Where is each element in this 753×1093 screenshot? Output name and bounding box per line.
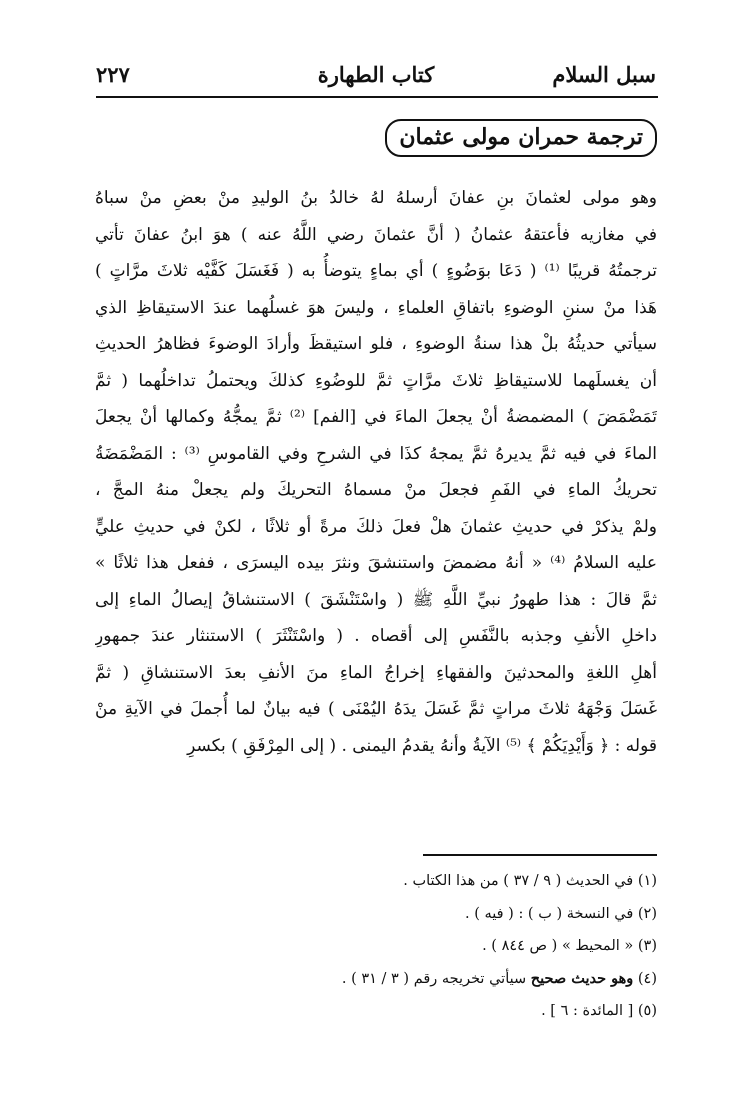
body-line: أهلِ اللغةِ والمحدثينَ والفقهاءِ إخراجُ الماءِ منَ الأنفِ بعدَ الاستنشاقِ ( ثمَّ: [95, 662, 657, 683]
footnote-text: في الحديث ( ٩ / ٣٧ ) من هذا الكتاب .: [403, 873, 634, 889]
footnotes: [95, 868, 657, 1031]
footnote-text: [ المائدة : ٦ ] .: [541, 1003, 634, 1019]
body-line: ولمْ يذكرْ في حديثِ عثمانَ هلْ فعلَ ذلكَ مرةً أو ثلاثًا ، لكنْ في حديثِ عليٍّ: [95, 516, 657, 537]
footnote: [95, 868, 657, 901]
footnote: [95, 998, 657, 1031]
footnote: [95, 933, 657, 966]
body-line: في مغازيه فأعتقهُ عثمانُ ( أنَّ عثمانَ رضي اللَّهُ عنه ) هوَ ابنُ عفانَ تأتي: [95, 224, 657, 245]
body-text: [95, 180, 657, 764]
footnote-text: « المحيط » ( ص ٨٤٤ ) .: [482, 938, 634, 954]
body-line: تَمَضْمَضَ ) المضمضةُ أنْ يجعلَ الماءَ في [الفم] ⁽²⁾ ثمَّ يمجُّهُ وكمالها أنْ يجعلَ: [95, 407, 657, 427]
header-divider: [96, 96, 658, 98]
body-line: قوله : ﴿ وَأَيْدِيَكُمْ ﴾ ⁽⁵⁾ الآيةُ وأنهُ يقدمُ اليمنى . ( إلى المِرْفَقِ ) بكسرِ: [187, 735, 657, 756]
body-line: غَسَلَ وَجْهَهُ ثلاثَ مراتٍ ثمَّ غَسَلَ يدَهُ اليُمْنَى ) فيه بيانٌ لما أُجملَ في الآيةِ منْ: [95, 699, 657, 719]
body-line: ثمَّ قالَ : هذا طهورُ نبيِّ اللَّهِ ﷺ ( واسْتَنْشَقَ ) الاستنشاقُ إيصالُ الماءِ إلى: [95, 589, 657, 610]
footnote-number: (٣): [637, 938, 657, 954]
book-title: سبل السلام: [552, 62, 656, 87]
footnote: [95, 901, 657, 934]
footnote-text: في النسخة ( ب ) : ( فيه ) .: [465, 905, 634, 922]
footnote-lead: وهو حديث صحيح: [530, 969, 634, 987]
footnote-number: (٤): [637, 970, 657, 987]
footnote-text: سيأتي تخريجه رقم ( ٣ / ٣١ ) .: [341, 970, 527, 987]
body-line: تحريكُ الماءِ في الفَمِ فجعلَ منْ مسماهُ التحريكَ ولم يجعلْ منهُ المجَّ ،: [95, 480, 657, 500]
section-title: ترجمة حمران مولى عثمان: [385, 119, 657, 157]
footnote-number: (٥): [637, 1003, 657, 1019]
body-line: سيأتي حديثُهُ بلْ هذا سنةُ الوضوءِ ، فلو استيقظَ وأرادَ الوضوءَ فظاهرُ الحديثِ: [95, 334, 657, 354]
body-line: الماءَ في فيه ثمَّ يديرهُ ثمَّ يمجهُ كذَا في الشرحِ وفي القاموسِ ⁽³⁾ : المَضْمَضَةُ: [95, 443, 657, 464]
footnote-number: (١): [637, 873, 657, 889]
footnote-divider: [423, 854, 657, 856]
chapter-title: كتاب الطهارة: [317, 62, 435, 87]
body-line: أن يغسلَهما للاستيقاظِ ثلاثَ مرَّاتٍ ثمَّ للوضُوءِ كذلكَ ويحتملُ تداخلُهما ( ثمَّ: [95, 370, 657, 391]
page-number: ٢٢٧: [96, 62, 130, 87]
body-line: داخلِ الأنفِ وجذبه بالنَّفَسِ إلى أقصاه . ( واسْتَنْثَرَ ) الاستنثار عندَ جمهورِ: [95, 626, 657, 646]
footnote: [95, 966, 657, 999]
body-line: هَذا منْ سننِ الوضوءِ باتفاقِ العلماءِ ، وليسَ هوَ غسلُهما عندَ الاستيقاظِ الذي: [95, 297, 657, 318]
body-line: عليه السلامُ ⁽⁴⁾ « أنهُ مضمضَ واستنشقَ ونثرَ بيده اليسرَى ، ففعل هذا ثلاثًا »: [95, 553, 657, 573]
running-header: [96, 62, 656, 94]
body-line: ترجمتُهُ قريبًا ⁽¹⁾ ( دَعَا بوَضُوءٍ ) أي بماءٍ يتوضأُ به ( فَغَسَلَ كَفَّيْه ثلاثَ مرَّاتٍ ): [95, 261, 657, 281]
body-line: وهو مولى لعثمانَ بنِ عفانَ أرسلهُ لهُ خالدُ بنُ الوليدِ منْ بعضِ منْ سباهُ: [95, 188, 657, 208]
footnote-number: (٢): [637, 905, 657, 922]
